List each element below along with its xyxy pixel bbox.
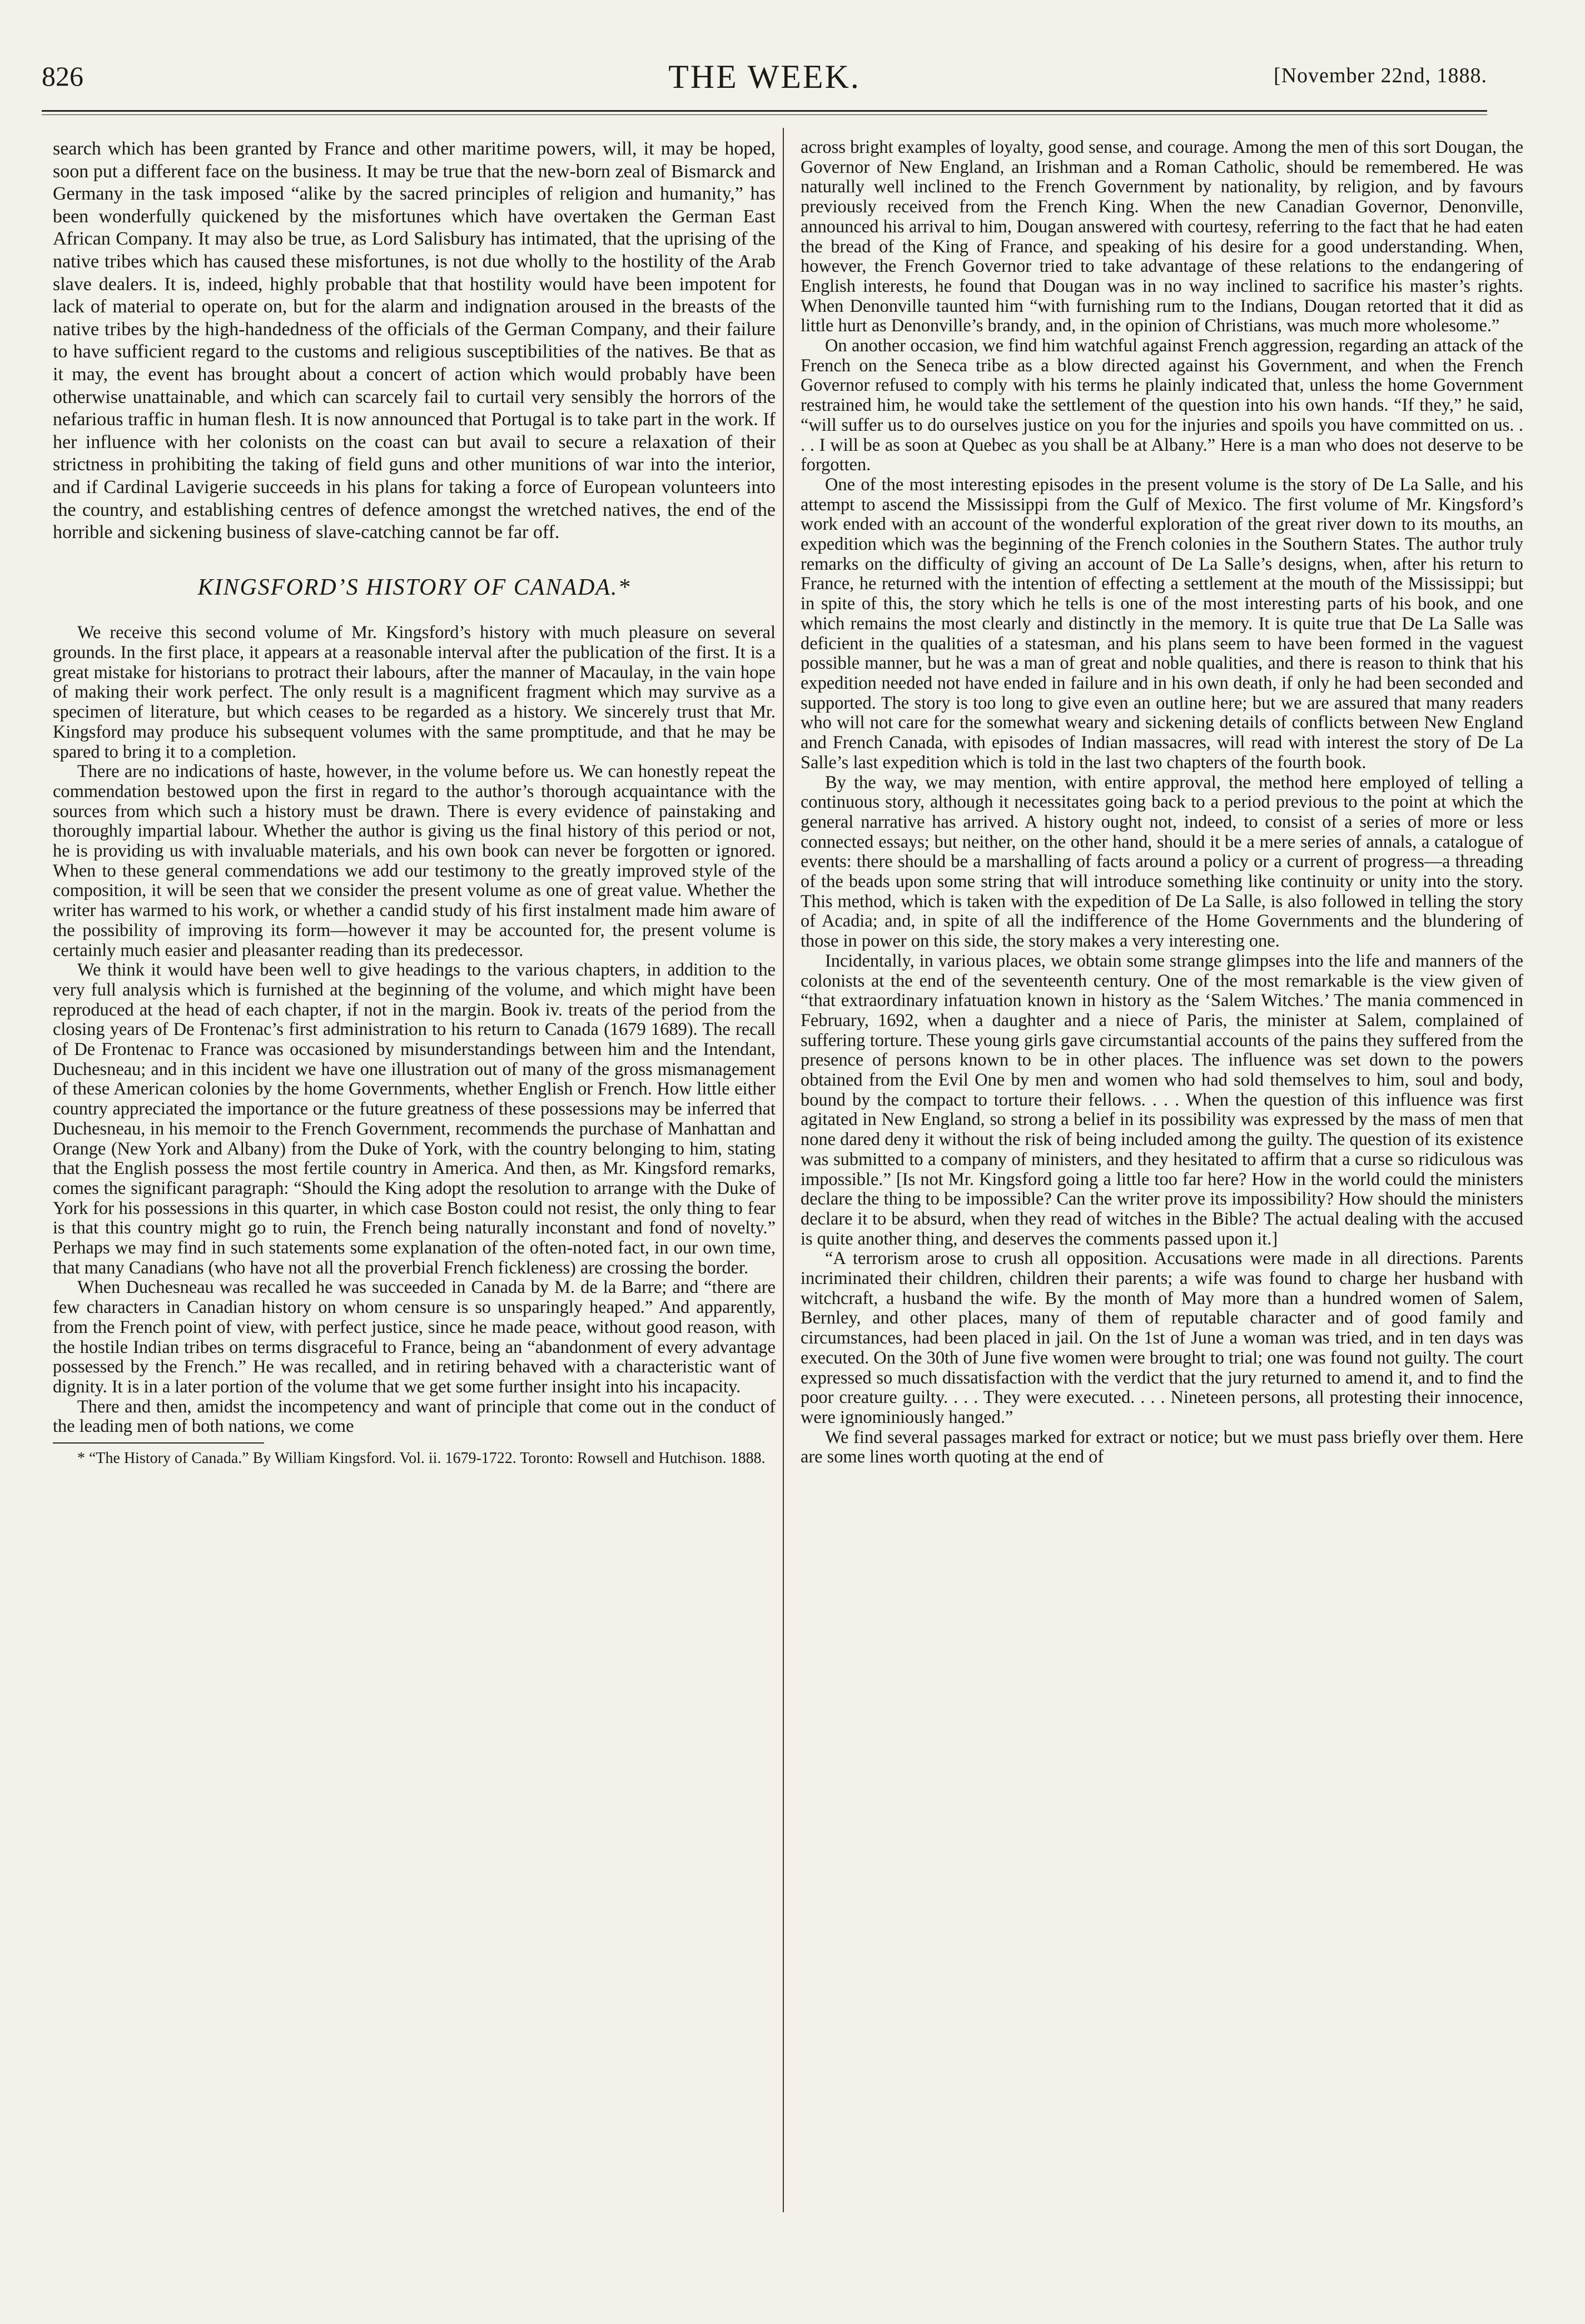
page-number: 826 xyxy=(42,61,83,92)
article-paragraph: When Duchesneau was recalled he was succeeded in Canada by M. de la Barre; and “there are few characters in Canadian history on whom censure is so unsparingly heaped.” And apparently, from the French point of view, with perfect justice, since he made peace, without good reason, with the hostile Indian tribes on terms disgraceful to France, being an “abandonment of every advantage possessed by the French.” He was recalled, and in retiring behaved with a characteristic want of dignity. It is in a later portion of the volume that we get some further insight into his incapacity. xyxy=(53,1277,776,1397)
article-paragraph: “A terrorism arose to crush all opposition. Accusations were made in all directions. Parents incriminated their children, children their parents; a wife was found to charge her husband with witchcraft, a husband the wife. By the month of May more than a hundred women of Salem, Bernley, and other places, many of them of reputable character and of good family and circumstances, had been placed in jail. On the 1st of June a woman was tried, and in ten days was executed. On the 30th of June five women were brought to trial; one was found not guilty. The court expressed so much dissatisfaction with the verdict that the jury returned to amend it, and to find the poor creature guilty. . . . They were executed. . . . Nineteen persons, all protesting their innocence, were ignominiously hanged.” xyxy=(801,1248,1523,1427)
article-paragraph: There are no indications of haste, however, in the volume before us. We can honestly repeat the commendation bestowed upon the first in regard to the author’s thorough acquaintance with the sources from which such a history must be drawn. There is every evidence of painstaking and thoroughly impartial labour. Whether the author is giving us the final history of this period or not, he is providing us with invaluable materials, and his own book can never be forgotten or ignored. When to these general commendations we add our testimony to the greatly improved style of the composition, it will be seen that we consider the present volume as one of great value. Whether the writer has warmed to his work, or whether a candid study of his first instalment made him aware of the possibility of improving its form—however it may be accounted for, the present volume is certainly much easier and pleasanter reading than its predecessor. xyxy=(53,762,776,961)
article-paragraph: On another occasion, we find him watchful against French aggression, regarding an attack of the French on the Seneca tribe as a blow directed against his Government, and when the French Governor refused to comply with his terms he plainly indicated that, unless the home Government restrained him, he would take the settlement of the question into his own hands. “If they,” he said, “will suffer us to do ourselves justice on you for the injuries and spoils you have committed on us. . . . I will be as soon at Quebec as you shall be at Albany.” Here is a man who does not deserve to be forgotten. xyxy=(801,336,1523,475)
article-paragraph: One of the most interesting episodes in the present volume is the story of De La Salle, and his attempt to ascend the Mississippi from the Gulf of Mexico. The first volume of Mr. Kingsford’s work ended with an account of the wonderful exploration of the great river down to its mouths, an expedition which was the beginning of the French colonies in the Southern States. The author truly remarks on the difficulty of giving an account of De La Salle’s designs, when, after his return to France, he returned with the intention of effecting a settlement at the mouth of the Mississippi; but in spite of this, the story which he tells is one of the most interesting parts of his book, and one which remains the most clearly and distinctly in the memory. It is quite true that De La Salle was deficient in the qualities of a statesman, and his plans seem to have been formed in the vaguest possible manner, but he was a man of great and noble qualities, and there is reason to think that his expedition needed not have ended in failure and in his own death, if only he had been seconded and supported. The story is too long to give even an outline here; but we are assured that many readers who will not care for the somewhat weary and sickening details of conflicts between New England and French Canada, with episodes of Indian massacres, will read with interest the story of De La Salle’s last expedition which is told in the last two chapters of the fourth book. xyxy=(801,474,1523,773)
footnote-rule xyxy=(53,1442,264,1444)
article-paragraph: We find several passages marked for extract or notice; but we must pass briefly over them. Here are some lines worth quoting at the end of xyxy=(801,1427,1523,1467)
column-divider xyxy=(783,128,784,2212)
footnote: * “The History of Canada.” By William Kingsford. Vol. ii. 1679-1722. Toronto: Rowsell and Hutchison. 1888. xyxy=(77,1450,766,1467)
article-paragraph: We think it would have been well to give headings to the various chapters, in addition to the very full analysis which is furnished at the beginning of the volume, and which might have been reproduced at the head of each chapter, if not in the margin. Book iv. treats of the period from the closing years of De Frontenac’s first administration to his return to Canada (1679 1689). The recall of De Frontenac to France was occasioned by misunderstandings between him and the Intendant, Duchesneau; and in this incident we have one illustration out of many of the gross mismanagement of these American colonies by the home Governments, whether English or French. How little either country appreciated the importance or the future greatness of these possessions may be inferred that Duchesneau, in his memoir to the French Government, recommends the purchase of Manhattan and Orange (New York and Albany) from the Duke of York, with the country belonging to him, stating that the English possess the most fertile country in America. And then, as Mr. Kingsford remarks, comes the significant paragraph: “Should the King adopt the resolution to arrange with the Duke of York for his possessions in this quarter, in which case Boston could not resist, the only thing to fear is that this country might go to ruin, the French being naturally inconstant and fond of novelty.” Perhaps we may find in such statements some explanation of the often-noted fact, in our own time, that many Canadians (who have not all the proverbial French fickleness) are crossing the border. xyxy=(53,960,776,1278)
article-paragraph: There and then, amidst the incompetency and want of principle that come out in the conduct of the leading men of both nations, we come xyxy=(53,1396,776,1437)
journal-title: THE WEEK. xyxy=(668,58,861,95)
right-column xyxy=(801,138,1523,1467)
page-header xyxy=(42,60,1487,104)
article-body xyxy=(53,623,776,1468)
article-paragraph: By the way, we may mention, with entire approval, the method here employed of telling a continuous story, although it necessitates going back to a period previous to the point at which the general narrative has arrived. A history ought not, indeed, to consist of a series of more or less connected essays; but neither, on the other hand, should it be a mere series of annals, a catalogue of events: there should be a marshalling of facts around a policy or a current of progress—a threading of the beads upon some string that will introduce something like continuity or unity into the story. This method, which is taken with the expedition of De La Salle, is also followed in telling the story of Acadia; and, in spite of all the indifference of the Home Governments and the blundering of those in power on this side, the story makes a very interesting one. xyxy=(801,772,1523,952)
article-paragraph: Incidentally, in various places, we obtain some strange glimpses into the life and manners of the colonists at the end of the seventeenth century. One of the most remarkable is the view given of “that extraordinary infatuation known in history as the ‘Salem Witches.’ The mania commenced in February, 1692, when a daughter and a niece of Paris, the minister at Salem, complained of suffering torture. These young girls gave circumstantial accounts of the pains they suffered from the presence of persons known to be in other places. The influence was set down to the powers obtained from the Evil One by men and women who had sold themselves to him, soul and body, bound by the compact to torture their fellows. . . . When the question of this influence was first agitated in New England, so strong a belief in its possibility was expressed by the mass of men that none dared deny it without the risk of being included among the guilty. The question of its existence was submitted to a company of ministers, and they hesitated to affirm that a curse so ridiculous was impossible.” [Is not Mr. Kingsford going a little too far here? How in the world could the ministers declare the thing to be impossible? Can the writer prove its impossibility? How should the ministers declare it to be absurd, when they read of witches in the Bible? The actual dealing with the accused is quite another thing, and deserves the comments passed upon it.] xyxy=(801,950,1523,1249)
article-title: KINGSFORD’S HISTORY OF CANADA.* xyxy=(197,574,631,600)
continuation-paragraph: search which has been granted by France and other maritime powers, will, it may be hoped, soon put a different face on the business. It may be true that the new-born zeal of Bismarck and Germany in the task imposed “alike by the sacred principles of religion and humanity,” has been wonderfully quickened by the misfortunes which have overtaken the German East African Company. It may also be true, as Lord Salisbury has intimated, that the uprising of the native tribes which has caused these misfortunes, is not due wholly to the hostility of the Arab slave dealers. It is, indeed, highly probable that that hostility would have been impotent for lack of material to operate on, but for the alarm and indignation aroused in the breasts of the native tribes by the high-handedness of the officials of the German Company, and their failure to have sufficient regard to the customs and religious susceptibilities of the natives. Be that as it may, the event has brought about a concert of action which would probably have been otherwise unattainable, and which can scarcely fail to curtail very sensibly the horrors of the nefarious traffic in human flesh. It is now announced that Portugal is to take part in the work. If her influence with her colonists on the coast can but avail to secure a relaxation of their strictness in prohibiting the taking of field guns and other munitions of war into the interior, and if Cardinal Lavigerie succeeds in his plans for taking a force of European volunteers into the country, and establishing centres of defence amongst the wretched natives, the end of the horrible and sickening business of slave-catching cannot be far off. xyxy=(53,138,776,543)
header-rule xyxy=(42,110,1487,112)
article-paragraph: We receive this second volume of Mr. Kingsford’s history with much pleasure on several grounds. In the first place, it appears at a reasonable interval after the publication of the first. It is a great mistake for historians to protract their labours, after the manner of Macaulay, in the vain hope of making their work perfect. The only result is a magnificent fragment which may survive as a specimen of literature, but which ceases to be regarded as a history. We sincerely trust that Mr. Kingsford may produce his subsequent volumes with the same promptitude, and that he may be spared to bring it to a completion. xyxy=(53,623,776,762)
issue-date: [November 22nd, 1888. xyxy=(1273,64,1487,87)
left-column xyxy=(53,138,776,1468)
article-paragraph: across bright examples of loyalty, good sense, and courage. Among the men of this sort Dougan, the Governor of New England, an Irishman and a Roman Catholic, should be remembered. He was naturally well inclined to the French Government by nationality, by religion, and by favours previously received from the French King. When the new Canadian Governor, Denonville, announced his arrival to him, Dougan answered with courtesy, referring to the fact that he had eaten the bread of the King of France, and speaking of his desire for a good understanding. When, however, the French Governor tried to take advantage of these relations to the endangering of English interests, he found that Dougan was in no way inclined to sacrifice his master’s rights. When Denonville taunted him “with furnishing rum to the Indians, Dougan retorted that it did as little hurt as Denonville’s brandy, and, in the opinion of Christians, was much more wholesome.” xyxy=(801,137,1523,336)
